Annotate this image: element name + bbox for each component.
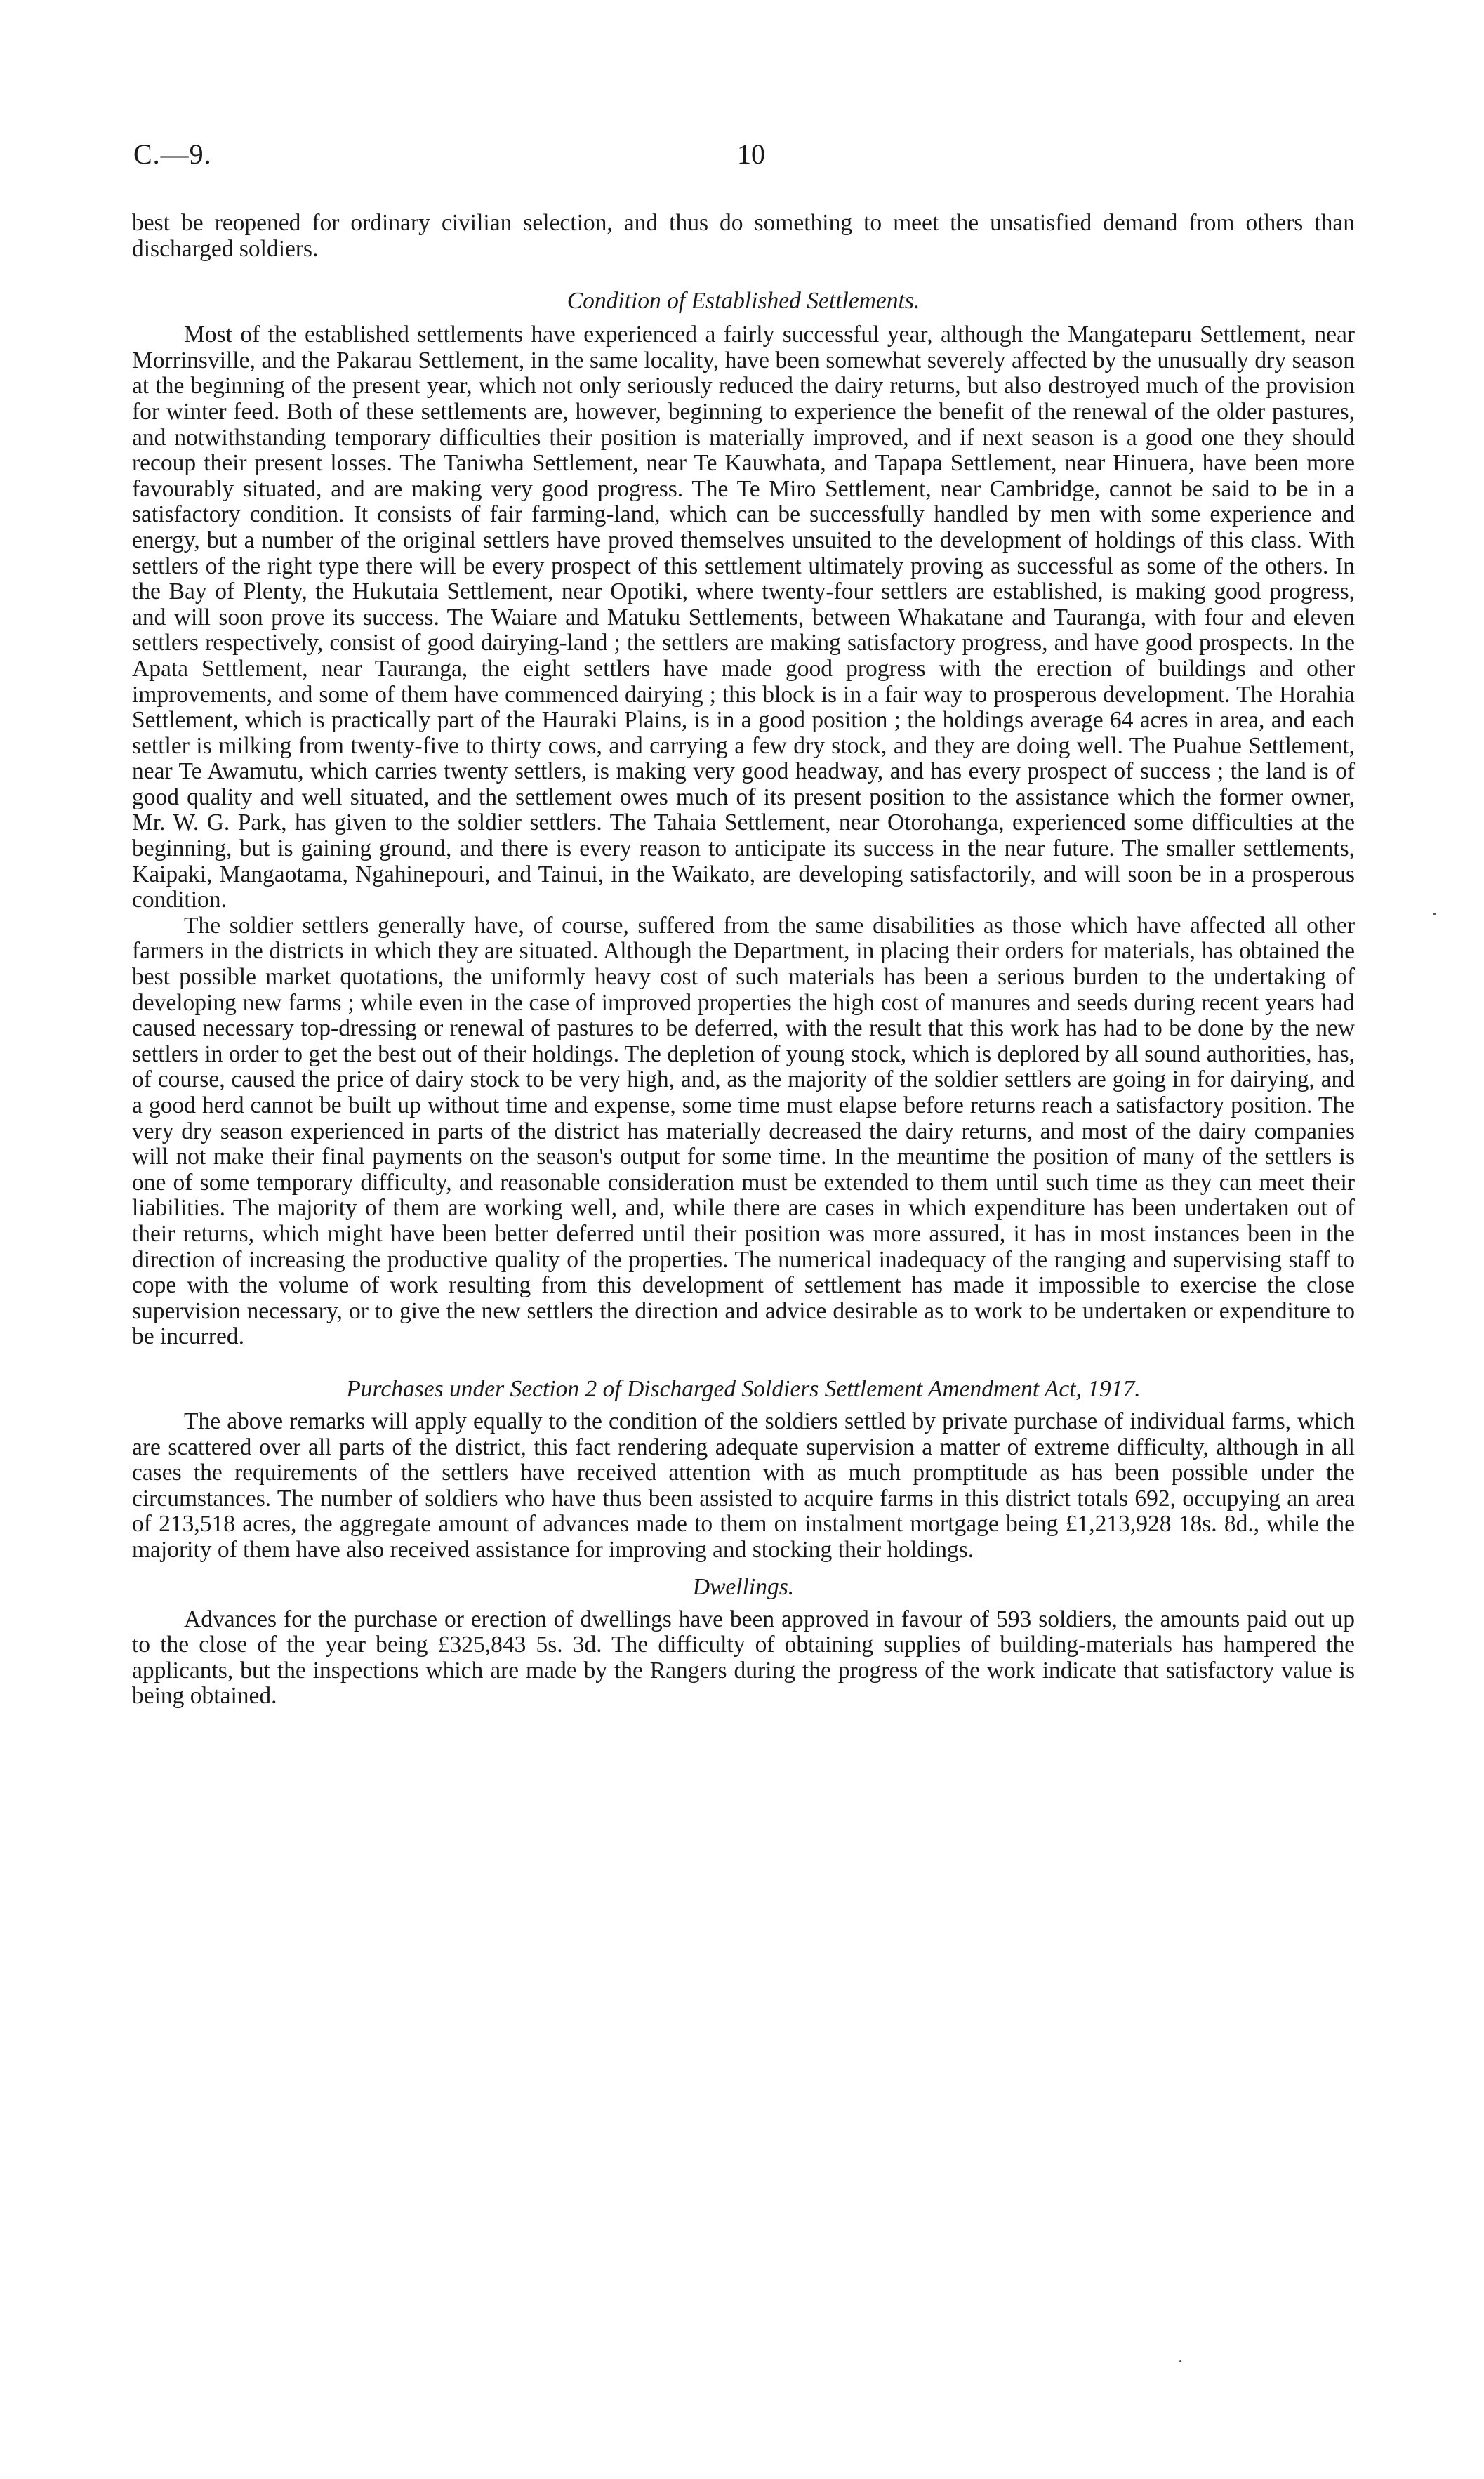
established-paragraph-1: Most of the established settlements have experienced a fairly successful year, although the Mangateparu Settlement, near Morrinsville, and the Pakarau Settlement, in the same locality, have been somewhat severely affected by the unusually dry season at the beginning of the present year, which not only seriously reduced the dairy returns, but also destroyed much of the provision for winter feed. Both of these settlements are, however, beginning to experience the benefit of the renewal of the older pastures, and notwithstanding temporary difficulties their position is materially improved, and if next season is a good one they should recoup their present losses. The Taniwha Settlement, near Te Kauwhata, and Tapapa Settlement, near Hinuera, have been more favourably situated, and are making very good progress. The Te Miro Settlement, near Cambridge, cannot be said to be in a satisfactory condition. It consists of fair farming-land, which can be successfully handled by men with some experience and energy, but a number of the original settlers have proved themselves unsuited to the development of holdings of this class. With settlers of the right type there will be every prospect of this settlement ultimately proving as successful as some of the others. In the Bay of Plenty, the Hukutaia Settlement, near Opotiki, where twenty-four settlers are established, is making good progress, and will soon prove its success. The Waiare and Matuku Settlements, between Whakatane and Tauranga, with four and eleven settlers respectively, consist of good dairying-land ; the settlers are making satisfactory progress, and have good prospects. In the Apata Settlement, near Tauranga, the eight settlers have made good progress with the erection of buildings and other improvements, and some of them have commenced dairying ; this block is in a fair way to prosperous development. The Horahia Settlement, which is practically part of the Hauraki Plains, is in a good position ; the holdings average 64 acres in area, and each settler is milking from twenty-five to thirty cows, and carrying a few dry stock, and they are doing well. The Puahue Settlement, near Te Awamutu, which carries twenty settlers, is making very good headway, and has every prospect of success ; the land is of good quality and well situated, and the settlement owes much of its present position to the assistance which the former owner, Mr. W. G. Park, has given to the soldier settlers. The Tahaia Settlement, near Otorohanga, experienced some difficulties at the beginning, but is gaining ground, and there is every reason to anticipate its success in the near future. The smaller settlements, Kaipaki, Mangaotama, Ngahinepouri, and Tainui, in the Waikato, are developing satisfactorily, and will soon be in a prosperous condition.	[132, 322, 1355, 913]
document-reference: C.—9.	[133, 138, 212, 170]
intro-paragraph: best be reopened for ordinary civilian selection, and thus do something to meet the unsatisfied demand from others than discharged soldiers.	[132, 210, 1355, 262]
page-number: 10	[737, 138, 765, 170]
page-header	[133, 138, 1352, 180]
established-paragraph-2: The soldier settlers generally have, of course, suffered from the same disabilities as those which have affected all other farmers in the districts in which they are situated. Although the Department, in placing their orders for materials, has obtained the best possible market quotations, the uniformly heavy cost of such materials has been a serious burden to the undertaking of developing new farms ; while even in the case of improved properties the high cost of manures and seeds during recent years had caused necessary top-dressing or renewal of pastures to be deferred, with the result that this work has had to be done by the new settlers in order to get the best out of their holdings. The depletion of young stock, which is deplored by all sound authorities, has, of course, caused the price of dairy stock to be very high, and, as the majority of the soldier settlers are going in for dairying, and a good herd cannot be built up without time and expense, some time must elapse before returns reach a satisfactory position. The very dry season experienced in parts of the district has materially decreased the dairy returns, and most of the dairy companies will not make their final payments on the season's output for some time. In the meantime the position of many of the settlers is one of some temporary difficulty, and reasonable consideration must be extended to them until such time as they can meet their liabilities. The majority of them are working well, and, while there are cases in which expenditure has been undertaken out of their returns, which might have been better deferred until their position was more assured, it has in most instances been in the direction of increasing the productive quality of the properties. The numerical inadequacy of the ranging and supervising staff to cope with the volume of work resulting from this development of settlement has made it impossible to exercise the close supervision necessary, or to give the new settlers the direction and advice desirable as to work to be undertaken or expenditure to be incurred.	[132, 912, 1355, 1350]
heading-established-settlements: Condition of Established Settlements.	[567, 288, 920, 315]
purchases-paragraph: The above remarks will apply equally to the condition of the soldiers settled by private purchase of individual farms, which are scattered over all parts of the district, this fact rendering adequate supervision a matter of extreme difficulty, although in all cases the requirements of the settlers have received attention with as much promptitude as has been possible under the circumstances. The number of soldiers who have thus been assisted to acquire farms in this district totals 692, occupying an area of 213,518 acres, the aggregate amount of advances made to them on instalment mortgage being £1,213,928 18s. 8d., while the majority of them have also received assistance for improving and stocking their holdings.	[132, 1408, 1355, 1563]
scan-speck	[1433, 913, 1436, 915]
heading-purchases: Purchases under Section 2 of Discharged Soldiers Settlement Amendment Act, 1917.	[346, 1375, 1141, 1402]
scan-speck	[1179, 2360, 1181, 2362]
body-text	[132, 211, 1355, 1710]
heading-dwellings: Dwellings.	[692, 1573, 795, 1600]
dwellings-paragraph: Advances for the purchase or erection of dwellings have been approved in favour of 593 soldiers, the amounts paid out up to the close of the year being £325,843 5s. 3d. The difficulty of obtaining supplies of building-materials has hampered the applicants, but the inspections which are made by the Rangers during the progress of the work indicate that satisfactory value is being obtained.	[132, 1606, 1355, 1710]
